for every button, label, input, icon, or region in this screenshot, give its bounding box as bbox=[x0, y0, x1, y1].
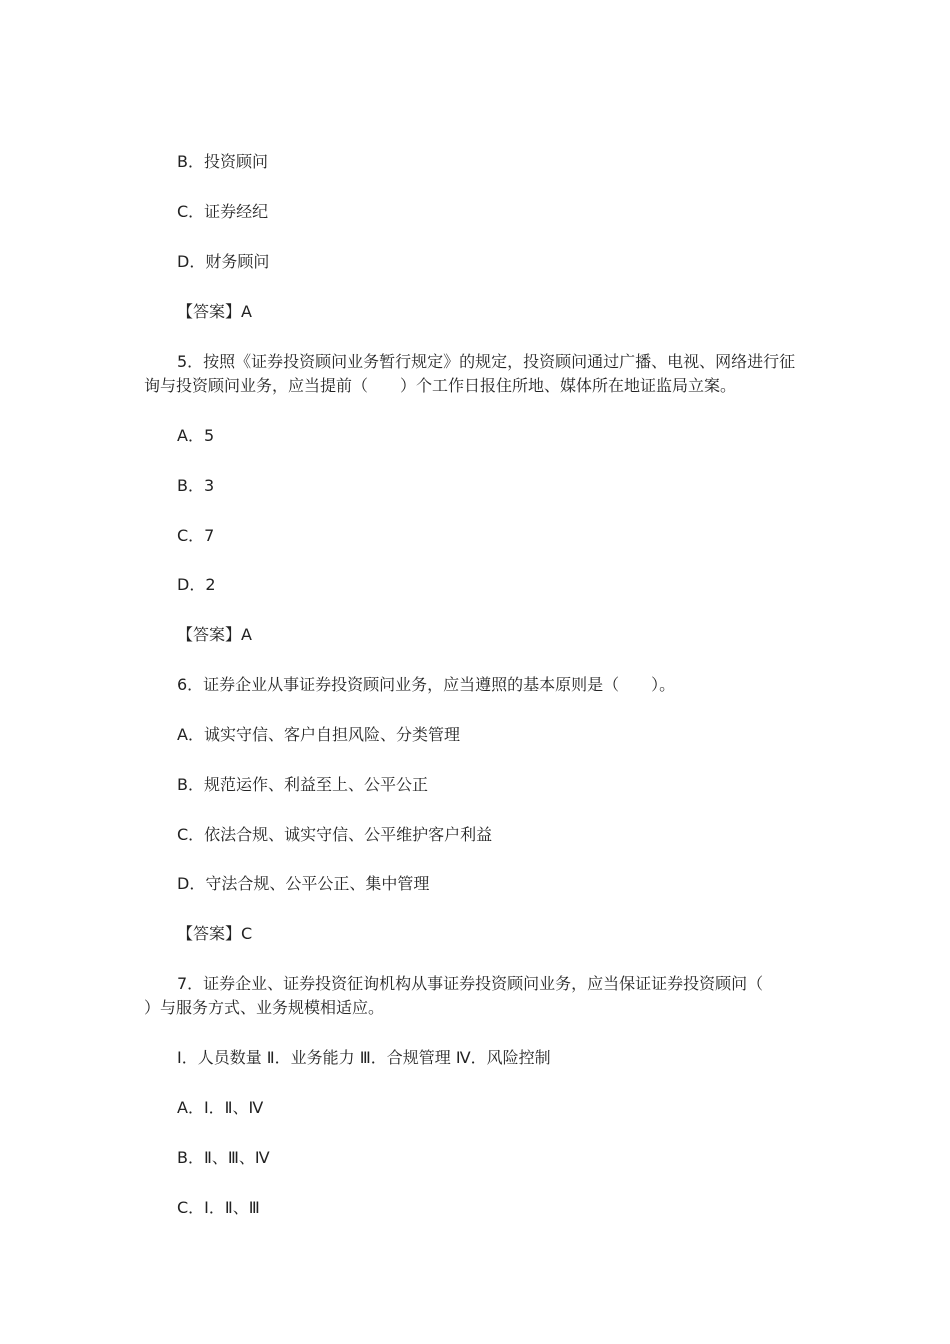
q6-stem: 6．证券企业从事证券投资顾问业务，应当遵照的基本原则是（ ）。 bbox=[177, 675, 676, 694]
q6-answer: 【答案】C bbox=[177, 924, 253, 943]
q6-option-a: A．诚实守信、客户自担风险、分类管理 bbox=[177, 725, 460, 744]
q7-option-b: B．Ⅱ、Ⅲ、Ⅳ bbox=[177, 1148, 270, 1167]
q4-option-b: B．投资顾问 bbox=[177, 152, 268, 171]
q6-option-d: D．守法合规、公平公正、集中管理 bbox=[177, 874, 430, 893]
q7-items: Ⅰ．人员数量 Ⅱ．业务能力 Ⅲ．合规管理 Ⅳ．风险控制 bbox=[177, 1048, 551, 1067]
q4-option-c: C．证券经纪 bbox=[177, 202, 269, 221]
q5-option-c: C．7 bbox=[177, 526, 215, 545]
q5-option-a: A．5 bbox=[177, 426, 215, 445]
q7-option-c: C．Ⅰ．Ⅱ、Ⅲ bbox=[177, 1198, 260, 1217]
q4-answer: 【答案】A bbox=[177, 302, 252, 321]
q7-stem: 7．证券企业、证券投资征询机构从事证券投资顾问业务，应当保证证券投资顾问（ ）与服务方式、业务规模相适应。 bbox=[144, 974, 796, 1017]
q6-option-b: B．规范运作、利益至上、公平公正 bbox=[177, 775, 428, 794]
q5-answer: 【答案】A bbox=[177, 625, 252, 644]
q6-option-c: C．依法合规、诚实守信、公平维护客户利益 bbox=[177, 825, 493, 844]
q5-option-d: D．2 bbox=[177, 575, 216, 594]
q4-option-d: D．财务顾问 bbox=[177, 252, 270, 271]
q7-option-a: A．Ⅰ．Ⅱ、Ⅳ bbox=[177, 1098, 264, 1117]
q5-stem: 5．按照《证券投资顾问业务暂行规定》的规定，投资顾问通过广播、电视、网络进行征询与投资顾问业务，应当提前（ ）个工作日报住所地、媒体所在地证监局立案。 bbox=[144, 352, 796, 395]
q5-option-b: B．3 bbox=[177, 476, 215, 495]
